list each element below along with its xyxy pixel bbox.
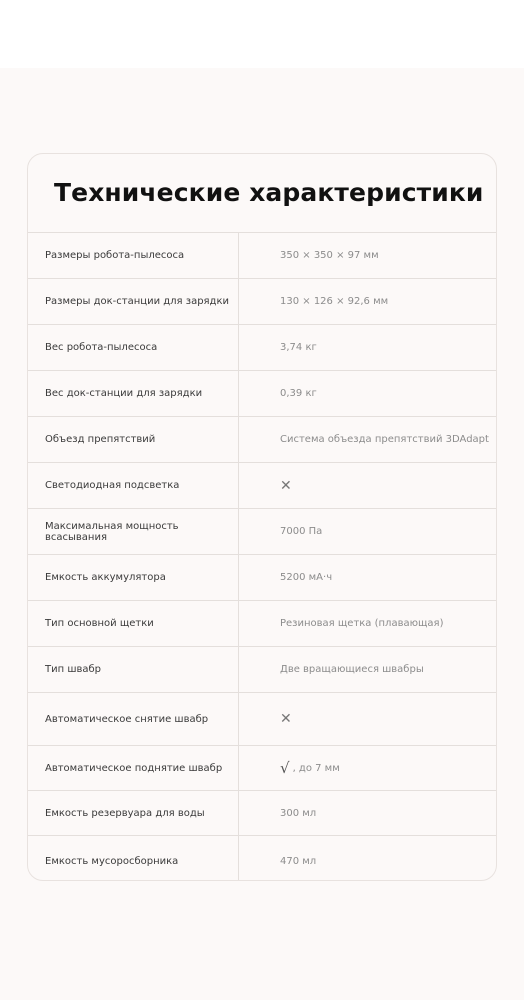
spec-value: Система объезда препятствий 3DAdapt	[238, 417, 496, 462]
spec-value	[238, 693, 496, 745]
spec-row	[28, 233, 496, 279]
spec-value: Две вращающиеся швабры	[238, 647, 496, 692]
spec-value: 3,74 кг	[238, 325, 496, 370]
spec-row	[28, 836, 496, 881]
spec-label: Размеры робота-пылесоса	[45, 250, 185, 261]
spec-label: Тип швабр	[45, 664, 102, 675]
spec-label: Вес док-станции для зарядки	[45, 388, 203, 399]
spec-value: 7000 Па	[238, 509, 496, 554]
spec-row	[28, 371, 496, 417]
spec-value	[238, 463, 496, 508]
spec-row	[28, 279, 496, 325]
spec-value	[238, 746, 496, 790]
specifications-card	[27, 153, 497, 881]
cross-icon: ✕	[280, 477, 292, 494]
spec-row	[28, 693, 496, 746]
spec-row	[28, 746, 496, 791]
spec-value: 300 мл	[238, 791, 496, 835]
cross-icon: ✕	[280, 711, 292, 727]
checkmark-icon: √	[280, 759, 290, 777]
spec-row	[28, 791, 496, 836]
spec-label: Тип основной щетки	[45, 618, 154, 629]
spec-row	[28, 463, 496, 509]
spec-row	[28, 325, 496, 371]
spec-value: 130 × 126 × 92,6 мм	[238, 279, 496, 324]
spec-row	[28, 417, 496, 463]
spec-table	[28, 233, 496, 881]
spec-label: Автоматическое поднятие швабр	[45, 762, 223, 774]
spec-label: Вес робота-пылесоса	[45, 342, 158, 353]
spec-label: Размеры док-станции для зарядки	[45, 296, 230, 307]
spec-value: 0,39 кг	[238, 371, 496, 416]
spec-label: Объезд препятствий	[45, 434, 156, 445]
spec-label: Емкость мусоросборника	[45, 855, 179, 867]
spec-label: Автоматическое снятие швабр	[45, 713, 209, 725]
spec-row	[28, 509, 496, 555]
spec-row	[28, 647, 496, 693]
page-title: Технические характеристики	[28, 154, 496, 233]
spec-label: Светодиодная подсветка	[45, 480, 180, 491]
spec-row	[28, 601, 496, 647]
spec-label: Максимальная мощность всасывания	[45, 520, 179, 543]
spec-value: Резиновая щетка (плавающая)	[238, 601, 496, 646]
spec-value: 350 × 350 × 97 мм	[238, 233, 496, 278]
spec-value-text: , до 7 мм	[292, 762, 340, 774]
spec-value: 5200 мА·ч	[238, 555, 496, 600]
spec-value: 470 мл	[238, 836, 496, 881]
spec-row	[28, 555, 496, 601]
spec-label: Емкость аккумулятора	[45, 572, 166, 583]
spec-label: Емкость резервуара для воды	[45, 807, 205, 819]
